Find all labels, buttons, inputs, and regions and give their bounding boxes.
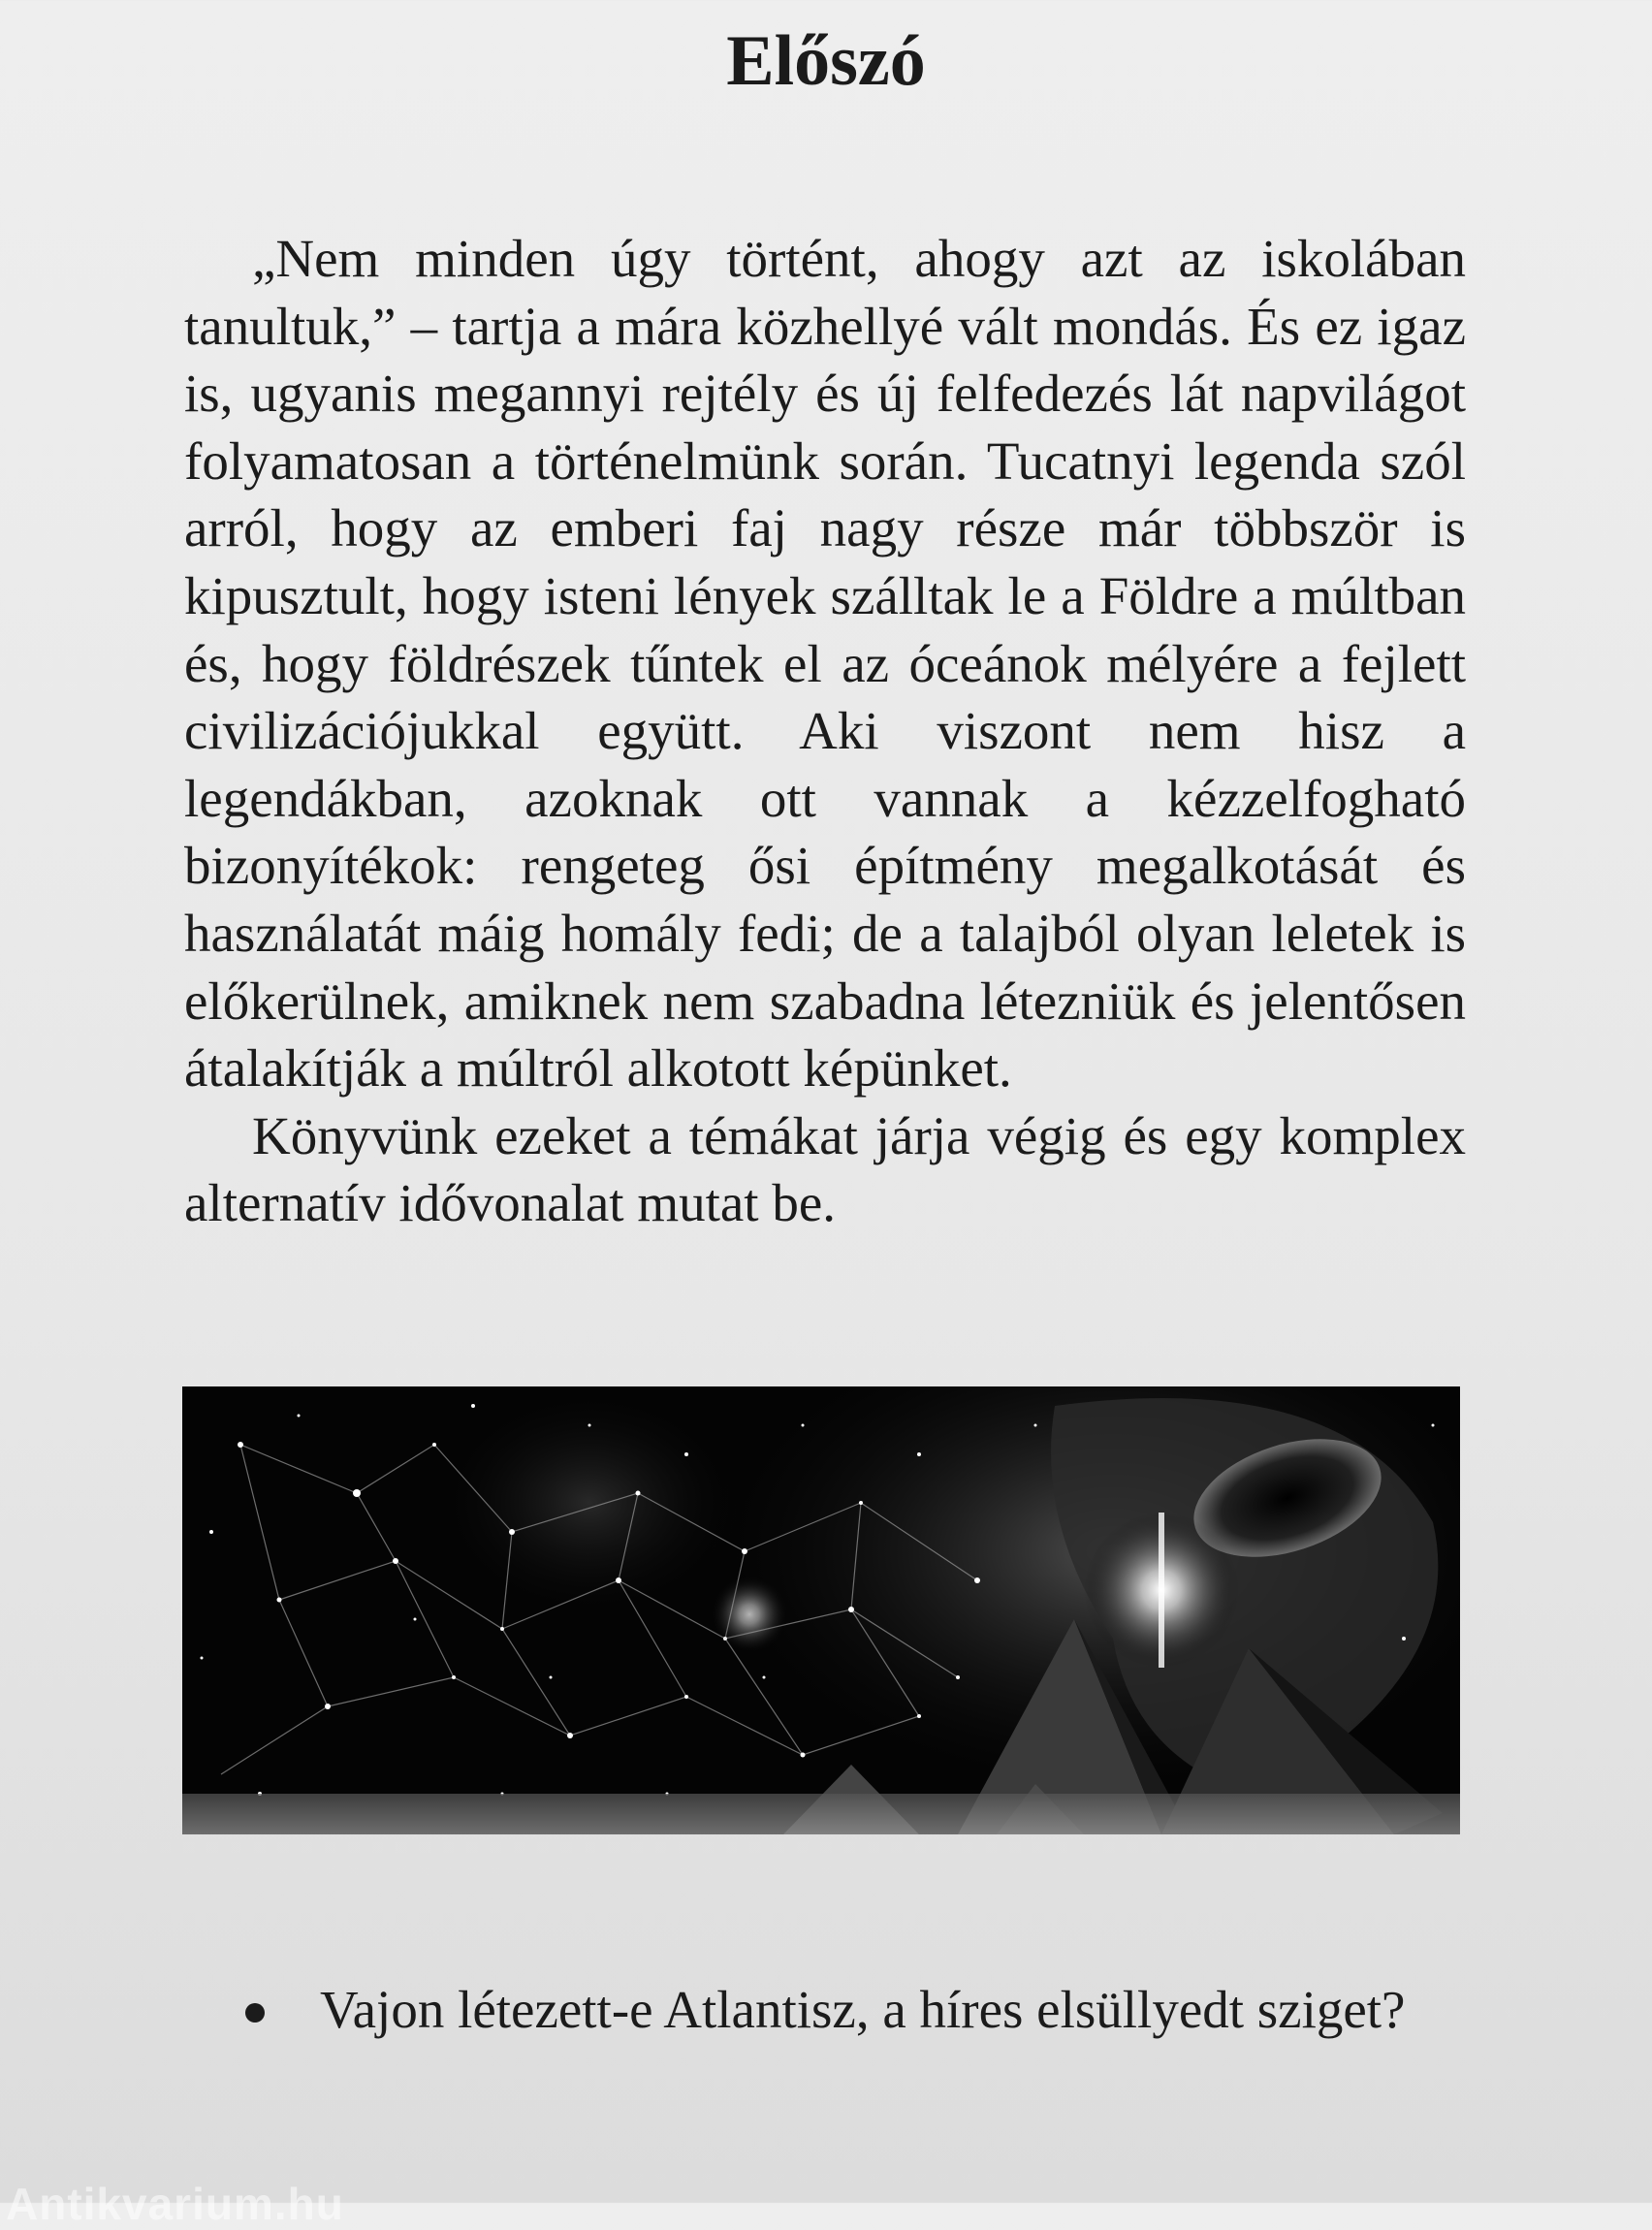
paragraph-2: Könyvünk ezeket a témákat járja végig és egy komplex alternatív idővonalat mutat be. <box>184 1105 1466 1233</box>
paragraph-1: „Nem minden úgy történt, ahogy azt az iskolában tanultuk,” – tartja a mára közhellyé vált mondás. És ez igaz is, ugyanis megannyi rejtély és új felfedezés lát napvilágot folyamatosan a történelmünk során. Tucatnyi legenda szól arról, hogy az emberi faj nagy része már többször is kipusztult, hogy isteni lények szálltak le a Földre a múltban és, hogy földrészek tűntek el az óceánok mélyére a fejlett civilizációjukkal együtt. Aki viszont nem hisz a legendákban, azoknak ott vannak a kézzelfogható bizonyítékok: rengeteg ősi építmény megalkotását és használatát máig homály fedi; de a talajból olyan leletek is előkerülnek, amiknek nem szabadna létezniük és jelentősen átalakítják a múltról alkotott képünket. <box>184 229 1466 1099</box>
preface-body <box>184 225 1466 1237</box>
question-text: Vajon létezett-e Atlantisz, a híres elsüllyedt sziget? <box>320 1980 1406 2039</box>
illustration-art <box>182 1386 1460 1834</box>
bullet-icon <box>245 2003 265 2023</box>
page-title: Előszó <box>726 21 926 101</box>
watermark: Antikvarium.hu <box>6 2179 344 2229</box>
question-list <box>242 1978 1460 2042</box>
list-item <box>242 1978 1460 2042</box>
cosmic-pyramids-illustration <box>182 1386 1460 1834</box>
